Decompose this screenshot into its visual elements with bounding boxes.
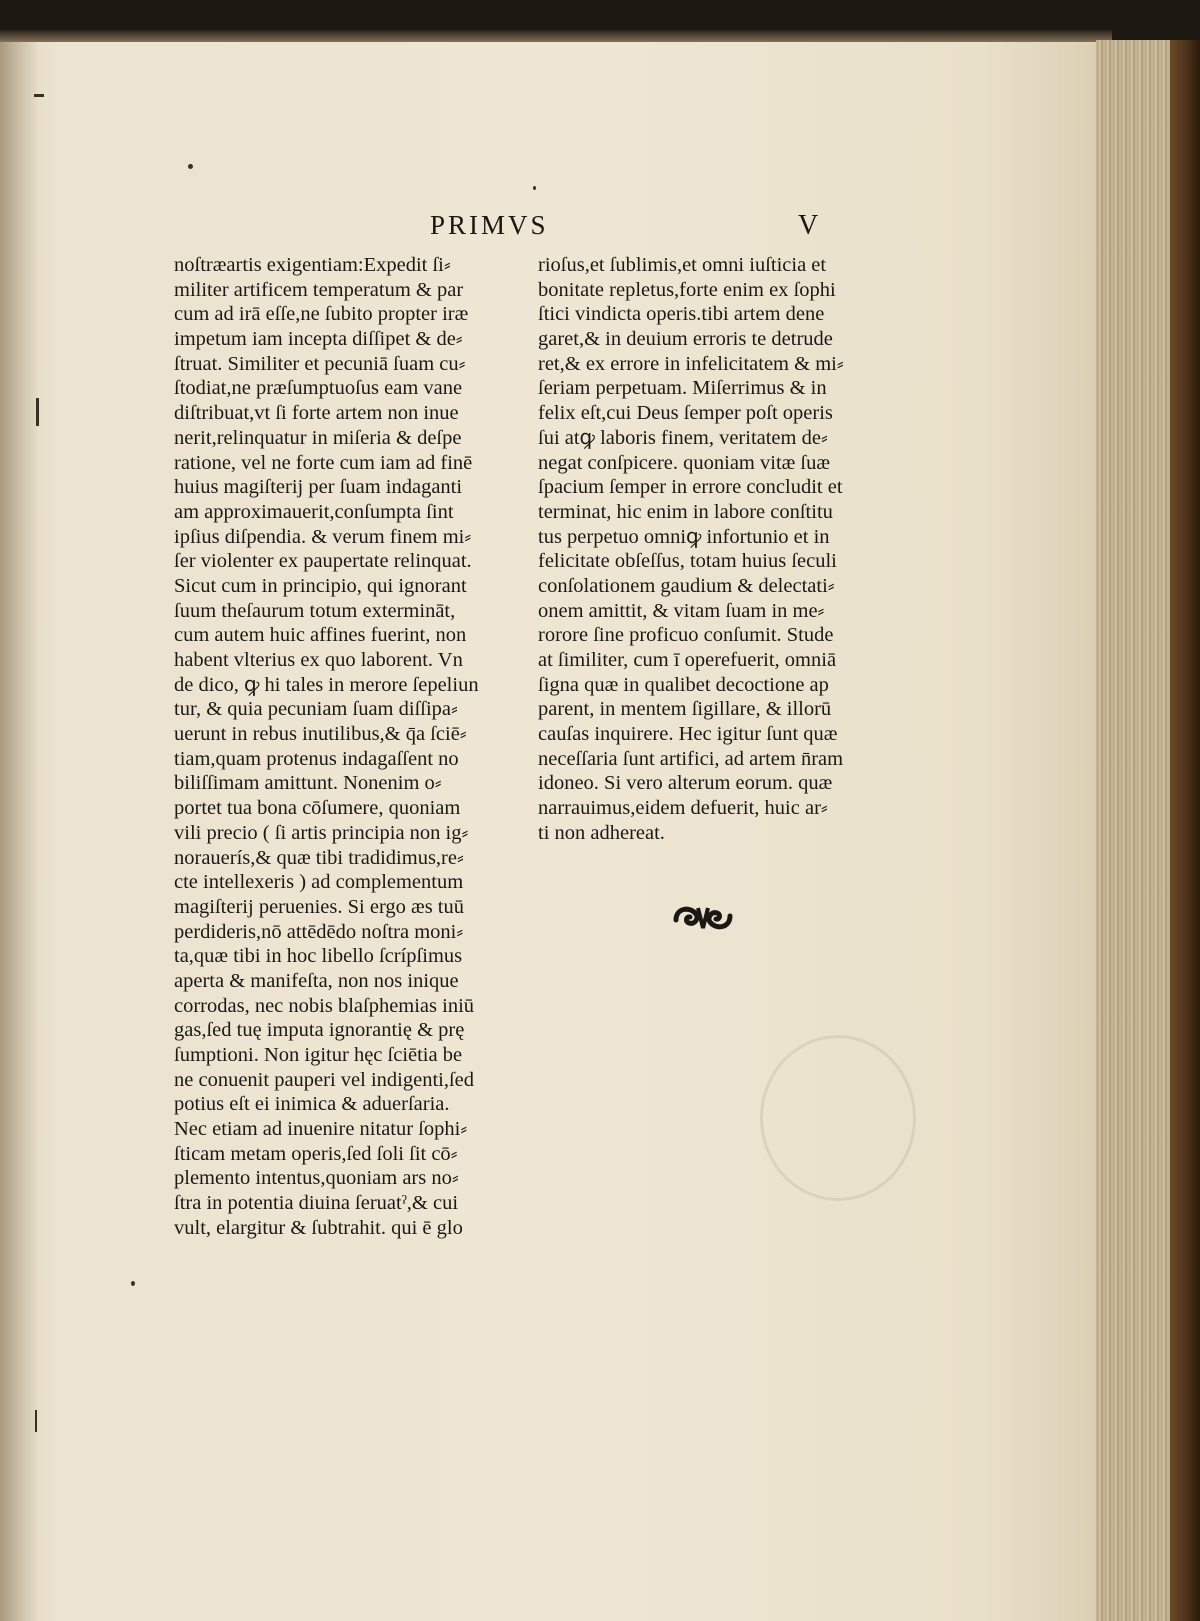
text-line: militer artificem temperatum & par <box>174 278 464 301</box>
text-line: cum autem huic affines fuerint, non <box>174 624 467 647</box>
text-line: ſumptioni. Non igitur hęc ſciētia be <box>174 1044 463 1066</box>
text-line: plemento intentus,quoniam ars no⸗ <box>174 1167 459 1190</box>
text-line: noſtræartis exigentiam:Expedit ſi⸗ <box>174 254 451 276</box>
text-line: ta,quæ tibi in hoc libello ſcrípſimus <box>174 945 463 968</box>
text-line: impetum iam incepta diſſipet & de⸗ <box>174 328 463 351</box>
text-line: idoneo. Si vero alterum eorum. quæ <box>538 772 833 795</box>
text-line: norauerís,& quæ tibi tradidimus,re⸗ <box>174 846 464 869</box>
text-line: ſticam metam operis,ſed ſoli ſit cō⸗ <box>174 1142 458 1165</box>
text-line: onem amittit, & vitam ſuam in me⸗ <box>538 599 825 622</box>
margin-mark <box>35 1410 37 1432</box>
text-line: garet,& in deuium erroris te detrude <box>538 328 833 351</box>
text-line: am approximauerit,conſumpta ſint <box>174 500 454 523</box>
text-line: ſtodiat,ne præſumptuoſus eam vane <box>174 377 463 400</box>
text-line: ſtra in potentia diuina ſeruatˀ,& cui <box>174 1192 459 1215</box>
text-line: magiſterij peruenies. Si ergo æs tuū <box>174 895 464 918</box>
text-line: Sicut cum in principio, qui ignorant <box>174 574 467 597</box>
text-line: ipſius diſpendia. & verum finem mi⸗ <box>174 525 472 548</box>
text-line: ſtici vindicta operis.tibi artem dene <box>538 303 825 326</box>
text-line: gas,ſed tuę imputa ignorantię & prę <box>174 1019 465 1042</box>
text-line: de dico, ꝙ hi tales in merore ſepeliun <box>174 673 479 696</box>
text-line: corrodas, nec nobis blaſphemias iniū <box>174 994 475 1017</box>
text-line: cum ad irā eſſe,ne ſubito propter iræ <box>174 303 469 326</box>
text-line: ſpacium ſemper in errore concludit et <box>538 476 843 499</box>
text-line: ne conuenit pauperi vel indigenti,ſed <box>174 1068 475 1091</box>
fleuron-ornament-icon <box>668 900 738 936</box>
text-line: huius magiſterij per ſuam indaganti <box>174 476 463 499</box>
text-line: tiam,quam protenus indagaſſent no <box>174 747 459 770</box>
text-line: ti non adhereat. <box>538 821 665 844</box>
ink-speck <box>533 186 536 190</box>
margin-mark <box>34 94 44 97</box>
text-line: rorore ſine proficuo conſumit. Stude <box>538 624 834 647</box>
text-line: terminat, hic enim in labore conſtitu <box>538 500 833 523</box>
text-line: vili precio ( ſi artis principia non ig⸗ <box>174 821 469 844</box>
text-line: ſeriam perpetuam. Miſerrimus & in <box>538 377 827 400</box>
text-line: ret,& ex errore in infelicitatem & mi⸗ <box>538 352 844 375</box>
text-line: cauſas inquirere. Hec igitur ſunt quæ <box>538 723 838 746</box>
text-column-left <box>174 253 514 1241</box>
ink-speck <box>131 1281 135 1286</box>
text-line: habent vlterius ex quo laborent. Vn <box>174 649 463 671</box>
text-line: uerunt in rebus inutilibus,& q̄a ſciē⸗ <box>174 723 467 746</box>
text-line: tus perpetuo omniꝙ infortunio et in <box>538 525 830 548</box>
text-line: conſolationem gaudium & delectati⸗ <box>538 574 835 597</box>
text-line: cte intellexeris ) ad complementum <box>174 871 464 894</box>
text-line: ſuum theſaurum totum extermināt, <box>174 599 456 622</box>
text-line: aperta & manifeſta, non nos inique <box>174 969 459 992</box>
gutter-shadow <box>0 42 40 1621</box>
text-line: felix eſt,cui Deus ſemper poſt operis <box>538 402 833 425</box>
folio-number: V <box>798 210 819 241</box>
text-column-right <box>538 253 878 846</box>
text-line: biliſſimam amittunt. Nonenim o⸗ <box>174 772 442 795</box>
text-line: diſtribuat,vt ſi forte artem non inue <box>174 402 459 425</box>
text-line: at ſimiliter, cum ī operefuerit, omniā <box>538 649 837 671</box>
text-line: perdideris,nō attēdēdo noſtra moni⸗ <box>174 920 464 943</box>
text-line: potius eſt ei inimica & aduerſaria. <box>174 1093 450 1116</box>
text-line: narrauimus,eidem defuerit, huic ar⸗ <box>538 797 828 820</box>
text-line: rioſus,et ſublimis,et omni iuſticia et <box>538 254 827 276</box>
book-cover-edge <box>1170 40 1200 1621</box>
text-line: ſigna quæ in qualibet decoctione ap <box>538 673 829 696</box>
text-line: bonitate repletus,forte enim ex ſophi <box>538 278 836 301</box>
text-line: portet tua bona cōſumere, quoniam <box>174 797 461 820</box>
text-line: tur, & quia pecuniam ſuam diſſipa⸗ <box>174 698 458 721</box>
ink-speck <box>188 164 193 169</box>
text-line: ſer violenter ex paupertate relinquat. <box>174 550 472 573</box>
text-line: Nec etiam ad inuenire nitatur ſophi⸗ <box>174 1118 468 1141</box>
running-head-title: PRIMVS <box>430 210 549 240</box>
show-through-initial <box>760 1035 916 1201</box>
text-line: negat conſpicere. quoniam vitæ ſuæ <box>538 451 831 474</box>
text-line: ſtruat. Similiter et pecuniā ſuam cu⸗ <box>174 352 466 375</box>
text-line: parent, in mentem ſigillare, & illorū <box>538 698 832 721</box>
text-line: vult, elargitur & ſubtrahit. qui ē glo <box>174 1216 463 1239</box>
text-line: felicitate obſeſſus, totam huius ſeculi <box>538 550 837 573</box>
text-line: nerit,relinquatur in miſeria & deſpe <box>174 426 462 449</box>
margin-mark <box>36 398 39 426</box>
text-line: ſui atꝙ laboris finem, veritatem de⸗ <box>538 426 828 449</box>
text-line: neceſſaria ſunt artifici, ad artem n̄ram <box>538 747 844 770</box>
text-line: ratione, vel ne forte cum iam ad finē <box>174 451 473 474</box>
